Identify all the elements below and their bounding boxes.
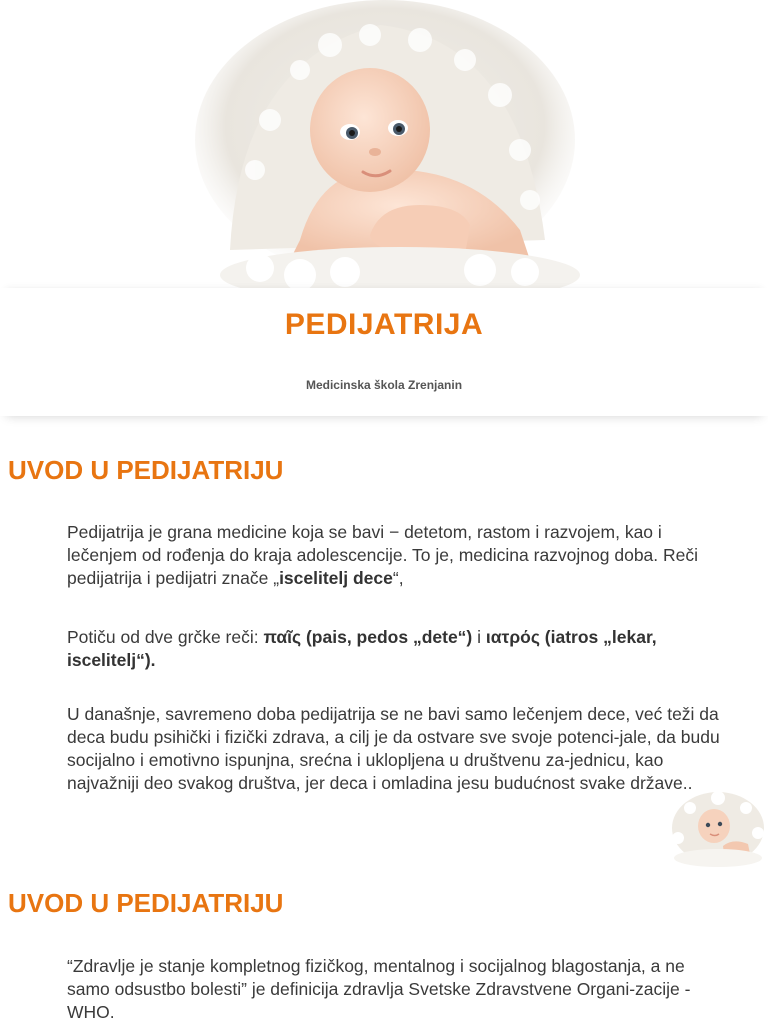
paragraph-etymology — [67, 626, 727, 672]
section-heading-1: UVOD U PEDIJATRIJU — [8, 455, 284, 485]
paragraph-definition — [67, 521, 727, 590]
baby-thumbnail-image — [668, 788, 768, 868]
title-band — [0, 288, 768, 416]
page-title: PEDIJATRIJA — [284, 308, 484, 341]
paragraph-who-definition: “Zdravlje je stanje kompletnog fizičkog, mentalnog i socijalnog blagostanja, a ne samo odsustbo bolesti” je definicija zdravlja Svetske Zdravstvene Organi-zacije -WHO. — [67, 956, 691, 1022]
paragraph-text-end: “, — [392, 568, 404, 588]
greek-term-iatros: ιατρός (iatros „lekar, iscelitelj“). — [67, 627, 657, 670]
paragraph-modern: U današnje, savremeno doba pedijatrija se ne bavi samo lečenjem dece, već teži da deca budu psihički i fizički zdrava, a cilj je da ostvare sve svoje potenci-jale, da budu socijalno i emotivno ispunjna, srećna i uklopljena u društvenu za-jednicu, kao najvažniji deo svakog društva, jer deca i omladina jesu budućnost svake države.. — [67, 704, 720, 793]
paragraph-text: Pedijatrija je grana medicine koja se bavi − detetom, rastom i razvojem, kao i lečenjem od rođenja do kraja adolescencije. To je, medicina razvojnog doba. Reči pedijatrija i pedijatri znače „ — [67, 522, 699, 588]
paragraph-text: Potiču od dve grčke reči: — [67, 627, 264, 647]
hero-baby-image — [0, 0, 768, 290]
paragraph-text-mid: i — [472, 627, 486, 647]
section-heading-2: UVOD U PEDIJATRIJU — [8, 888, 284, 918]
greek-term-pais: παῖς (pais, pedos „dete“) — [263, 627, 473, 647]
page-subtitle: Medicinska škola Zrenjanin — [305, 378, 463, 392]
paragraph-bold: iscelitelj dece — [279, 568, 393, 588]
